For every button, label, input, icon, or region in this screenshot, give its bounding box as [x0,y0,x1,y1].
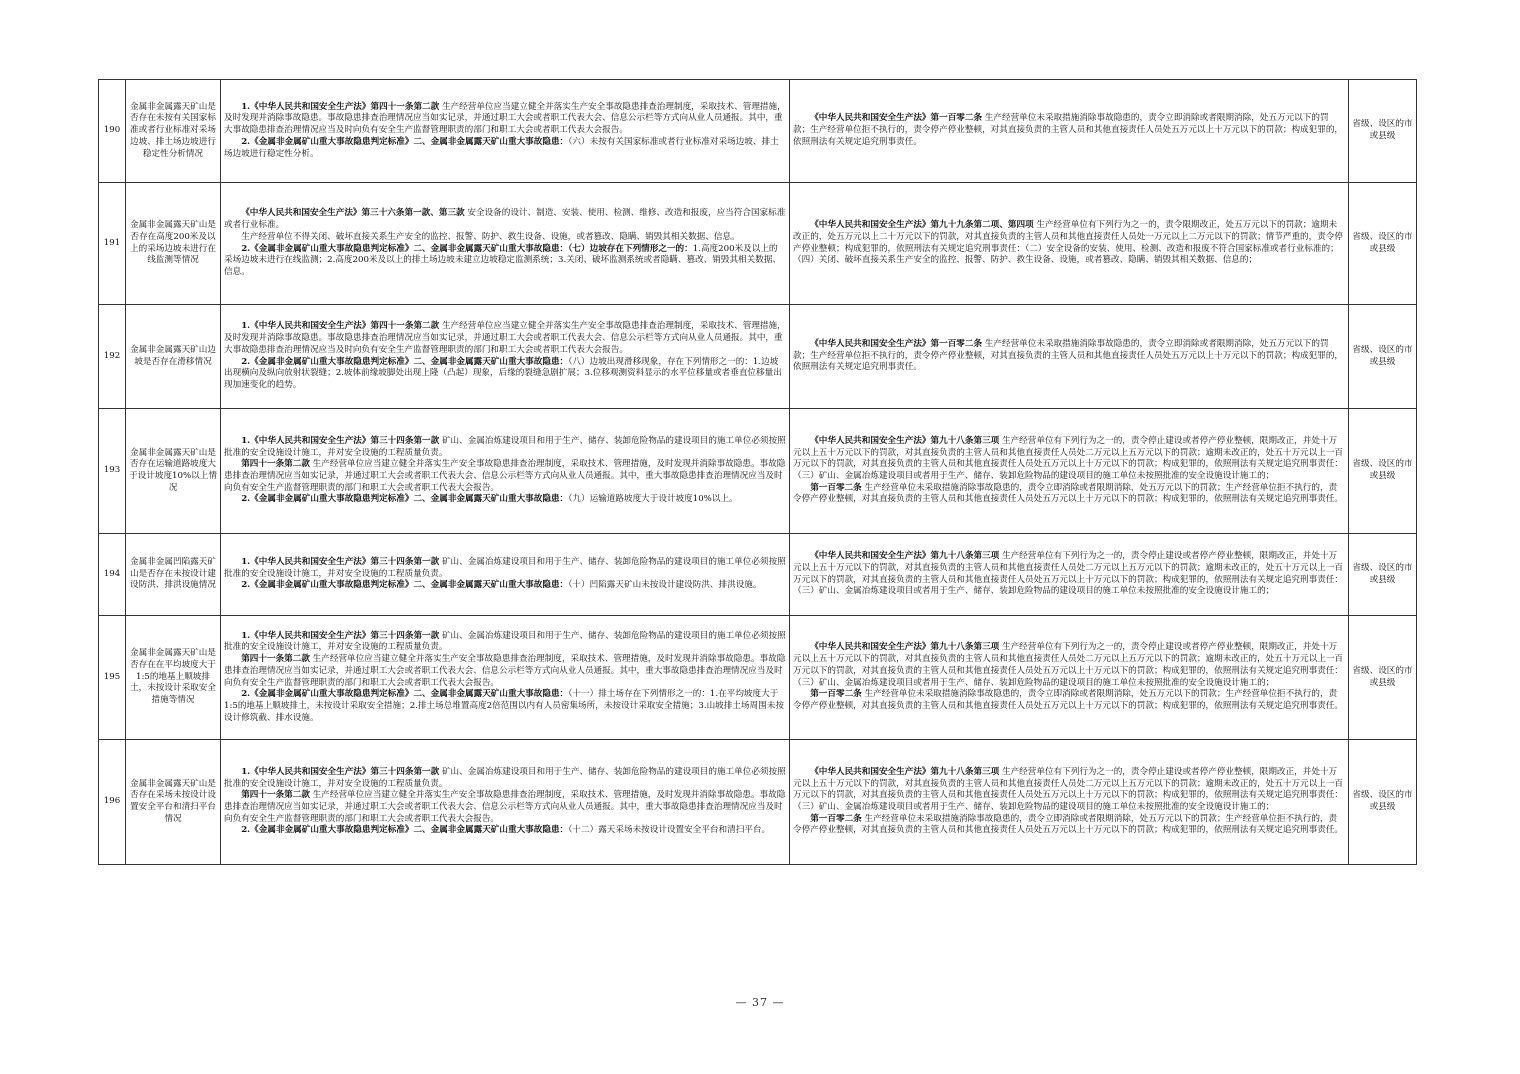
basis-paragraph [224,557,786,580]
law-citation: 第四十一条第二款 [241,459,310,470]
basis-paragraph [224,232,786,244]
provision-text: 生产经营单位不得关闭、破坏直接关系生产安全的监控、报警、防护、救生设备、设施，或者篡改、隐瞒、销毁其相关数据、信息。 [241,231,740,242]
check-item: 金属非金属露天矿山是否存在高度200米及以上的采场边坡未进行在线监测等情况 [126,183,221,305]
regulation-table-body [99,80,1417,865]
penalty-basis [790,409,1349,534]
law-citation: 《中华人民共和国安全生产法》第九十八条第三项 [810,435,1000,446]
law-citation: 第一百零二条 [810,482,862,493]
table-row [99,616,1417,740]
legal-basis [221,740,790,865]
provision-text: 生产经营单位应当建立健全并落实生产安全事故隐患排查治理制度，采取技术、管理措施，及时发现并消除事故隐患。事故隐患排查治理情况应当如实记录，并通过职工大会或者职工代表大会、信息公示栏等方式向从业人员通报。其中，重大事故隐患排查治理情况应当及时向负有安全生产监督管理职责的部门和职工大会或者职工代表大会报告。 [224,321,786,355]
penalty-basis [790,305,1349,409]
provision-text: 生产经营单位应当建立健全并落实生产安全事故隐患排查治理制度，采取技术、管理措施，及时发现并消除事故隐患。事故隐患排查治理情况应当如实记录，并通过职工大会或者职工代表大会、信息公示栏等方式向从业人员通报。其中，重大事故隐患排查治理情况应当及时向负有安全生产监督管理职责的部门和职工大会或者职工代表大会报告。 [224,101,786,136]
penalty-basis [790,80,1349,183]
law-citation: 2.《金属非金属矿山重大事故隐患判定标准》二、金属非金属露天矿山重大事故隐患： [241,825,569,836]
basis-paragraph [224,244,786,279]
basis-paragraph [224,825,786,837]
enforcement-level: 省级、设区的市或县级 [1349,183,1417,305]
law-citation: 2.《金属非金属矿山重大事故隐患判定标准》二、金属非金属露天矿山重大事故隐患： [241,356,569,367]
law-citation: 1.《中华人民共和国安全生产法》第四十一条第二款 [241,321,440,332]
row-number: 193 [99,409,126,534]
provision-text: 生产经营单位有下列行为之一的，责令限期改正，处五万元以下的罚款；逾期未改正的，处五万元以上二十万元以下的罚款，对其直接负责的主管人员和其他直接责任人员处一万元以上二万元以下的罚款；情节严重的，责令停产停业整顿；构成犯罪的，依照刑法有关规定追究刑事责任：（二）安全设备的安装、使用、检测、改造和报废不符合国家标准或者行业标准的；（四）关闭、破坏直接关系生产安全的监控、报警、防护、救生设备、设施，或者篡改、隐瞒、销毁其相关数据、信息的； [793,220,1344,266]
basis-paragraph [224,689,786,724]
penalty-basis [790,616,1349,740]
provision-text: 1.高度200米及以上的采场边坡未进行在线监测；2.高度200米及以上的排土场边坡未建立边坡稳定监测系统；3.关闭、破坏监测系统或者隐瞒、篡改、销毁其相关数据、信息。 [224,243,782,277]
row-number: 191 [99,183,126,305]
table-row [99,183,1417,305]
law-citation: 《中华人民共和国安全生产法》第九十九条第二项、第四项 [810,220,1034,231]
provision-text: （九）运输道路坡度大于设计坡度10%以上。 [568,494,738,505]
provision-text: 生产经营单位未采取措施消除事故隐患的，责令立即消除或者限期消除，处五万元以下的罚款；生产经营单位拒不执行的，责令停产停业整顿，对其直接负责的主管人员和其他直接责任人员处五万元以上十万元以下的罚款；构成犯罪的，依照刑法有关规定追究刑事责任。 [793,113,1344,147]
page-number: — 37 — [735,996,785,1009]
provision-text: 生产经营单位未采取措施消除事故隐患的，责令立即消除或者限期消除，处五万元以下的罚款；生产经营单位拒不执行的，责令停产停业整顿，对其直接负责的主管人员和其他直接责任人员处五万元以上十万元以下的罚款；构成犯罪的，依照刑法有关规定追究刑事责任。 [793,338,1344,373]
penalty-basis [790,183,1349,305]
check-item: 金属非金属露天矿山是否存在运输道路坡度大于设计坡度10%以上情况 [126,409,221,534]
table-row [99,305,1417,409]
penalty-paragraph [793,642,1345,689]
law-citation: 2.《金属非金属矿山重大事故隐患判定标准》二、金属非金属露天矿山重大事故隐患： [241,580,569,591]
legal-basis [221,80,790,183]
enforcement-level: 省级、设区的市或县级 [1349,305,1417,409]
penalty-basis [790,534,1349,616]
legal-basis [221,183,790,305]
legal-basis [221,409,790,534]
basis-paragraph [224,654,786,689]
provision-text: （十一）排土场存在下列情形之一的：1.在平均坡度大于1:5的地基上顺坡排土，未按设计采取安全措施；2.排土场总堆置高度2倍范围以内有人员密集场所，未按设计采取安全措施；3.山坡排土场周围未按设计修筑截、排水设施。 [224,689,784,723]
penalty-basis [790,740,1349,865]
provision-text: 安全设备的设计、制造、安装、使用、检测、维修、改造和报废，应当符合国家标准或者行业标准。 [224,208,786,231]
row-number: 194 [99,534,126,616]
check-item: 金属非金属凹陷露天矿山是否存在未按设计建设防洪、排洪设施情况 [126,534,221,616]
basis-paragraph [224,102,786,137]
row-number: 190 [99,80,126,183]
basis-paragraph [224,436,786,459]
basis-paragraph [224,208,786,231]
enforcement-level: 省级、设区的市或县级 [1349,616,1417,740]
penalty-paragraph [793,483,1345,506]
provision-text: （六）未按有关国家标准或者行业标准对采场边坡、排土场边坡进行稳定性分析。 [224,136,779,159]
check-item: 金属非金属露天矿山是否存在采场未按设计设置安全平台和清扫平台情况 [126,740,221,865]
table-row [99,409,1417,534]
enforcement-level: 省级、设区的市或县级 [1349,409,1417,534]
penalty-paragraph [793,436,1345,483]
provision-text: 生产经营单位应当建立健全并落实生产安全事故隐患排查治理制度，采取技术、管理措施，及时发现并消除事故隐患。事故隐患排查治理情况应当如实记录，并通过职工大会或者职工代表大会、信息公示栏等方式向从业人员通报。其中，重大事故隐患排查治理情况应当及时向负有安全生产监督管理职责的部门和职工大会或者职工代表大会报告。 [224,654,786,688]
penalty-paragraph [793,689,1345,712]
basis-paragraph [224,767,786,790]
law-citation: 2.《金属非金属矿山重大事故隐患判定标准》二、金属非金属露天矿山重大事故隐患： [241,689,569,700]
basis-paragraph [224,357,786,392]
basis-paragraph [224,459,786,494]
law-citation: 2.《金属非金属矿山重大事故隐患判定标准》二、金属非金属露天矿山重大事故隐患： [241,494,569,505]
provision-text: 生产经营单位应当建立健全并落实生产安全事故隐患排查治理制度，采取技术、管理措施，及时发现并消除事故隐患。事故隐患排查治理情况应当如实记录，并通过职工大会或者职工代表大会、信息公示栏等方式向从业人员通报。其中，重大事故隐患排查治理情况应当及时向负有安全生产监督管理职责的部门和职工大会或者职工代表大会报告。 [224,459,786,493]
penalty-paragraph [793,551,1345,598]
law-citation: 1.《中华人民共和国安全生产法》第三十四条第一款 [241,630,440,641]
basis-paragraph [224,580,786,592]
provision-text: （八）边坡出现滑移现象，存在下列情形之一的：1.边坡出现横向及纵向放射状裂缝；2.坡体前缘坡脚处出现上隆（凸起）现象，后缘的裂缝急剧扩展；3.位移观测资料显示的水平位移量或者垂直位移量出现加速变化的趋势。 [224,356,782,390]
regulation-table [98,79,1417,865]
table-row [99,740,1417,865]
penalty-paragraph [793,113,1345,148]
row-number: 196 [99,740,126,865]
law-citation: 1.《中华人民共和国安全生产法》第三十四条第一款 [241,766,440,777]
law-citation: 1.《中华人民共和国安全生产法》第三十四条第一款 [241,556,440,567]
law-citation: 2.《金属非金属矿山重大事故隐患判定标准》二、金属非金属露天矿山重大事故隐患：（七）边坡存在下列情形之一的： [241,243,693,254]
provision-text: 矿山、金属冶炼建设项目和用于生产、储存、装卸危险物品的建设项目的施工单位必须按照批准的安全设施设计施工，并对安全设施的工程质量负责。 [224,435,786,458]
law-citation: 《中华人民共和国安全生产法》第一百零二条 [810,113,983,124]
provision-text: 生产经营单位有下列行为之一的，责令停止建设或者停产停业整顿，限期改正，并处十万元以上五十万元以下的罚款，对其直接负责的主管人员和其他直接责任人员处二万元以上五万元以下的罚款；逾期未改正的，处五十万元以上一百万元以下的罚款，对其直接负责的主管人员和其他直接责任人员处五万元以上十万元以下的罚款；构成犯罪的，依照刑法有关规定追究刑事责任：（三）矿山、金属冶炼建设项目或者用于生产、储存、装卸危险物品的建设项目的施工单位未按照批准的安全设施设计施工的； [793,642,1344,688]
penalty-paragraph [793,814,1345,837]
law-citation: 第四十一条第二款 [241,654,310,665]
provision-text: 矿山、金属冶炼建设项目和用于生产、储存、装卸危险物品的建设项目的施工单位必须按照批准的安全设施设计施工，并对安全设施的工程质量负责。 [224,630,786,653]
basis-paragraph [224,321,786,356]
check-item: 金属非金属露天矿山边坡是否存在滑移情况 [126,305,221,409]
provision-text: 生产经营单位应当建立健全并落实生产安全事故隐患排查治理制度，采取技术、管理措施，及时发现并消除事故隐患。事故隐患排查治理情况应当如实记录，并通过职工大会或者职工代表大会、信息公示栏等方式向从业人员通报。其中，重大事故隐患排查治理情况应当及时向负有安全生产监督管理职责的部门和职工大会或者职工代表大会报告。 [224,790,786,824]
penalty-paragraph [793,339,1345,374]
penalty-paragraph [793,220,1345,267]
legal-basis [221,534,790,616]
provision-text: （十二）露天采场未按设计设置安全平台和清扫平台。 [568,825,771,836]
penalty-paragraph [793,767,1345,814]
table-row [99,80,1417,183]
row-number: 195 [99,616,126,740]
provision-text: 矿山、金属冶炼建设项目和用于生产、储存、装卸危险物品的建设项目的施工单位必须按照批准的安全设施设计施工，并对安全设施的工程质量负责。 [224,556,786,579]
check-item: 金属非金属露天矿山是否存在在平均坡度大于1:5的地基上顺坡排土，未按设计采取安全措施等情况 [126,616,221,740]
law-citation: 《中华人民共和国安全生产法》第九十八条第三项 [810,642,1000,653]
law-citation: 第一百零二条 [810,689,862,700]
row-number: 192 [99,305,126,409]
law-citation: 1.《中华人民共和国安全生产法》第四十一条第二款 [241,101,440,112]
table-row [99,534,1417,616]
provision-text: 生产经营单位有下列行为之一的，责令停止建设或者停产停业整顿，限期改正，并处十万元以上五十万元以下的罚款，对其直接负责的主管人员和其他直接责任人员处二万元以上五万元以下的罚款；逾期未改正的，处五十万元以上一百万元以下的罚款，对其直接负责的主管人员和其他直接责任人员处五万元以上十万元以下的罚款；构成犯罪的，依照刑法有关规定追究刑事责任：（三）矿山、金属冶炼建设项目或者用于生产、储存、装卸危险物品的建设项目的施工单位未按照批准的安全设施设计施工的； [793,766,1344,812]
law-citation: 第四十一条第二款 [241,790,310,801]
legal-basis [221,305,790,409]
law-citation: 《中华人民共和国安全生产法》第一百零二条 [810,338,983,349]
law-citation: 《中华人民共和国安全生产法》第三十六条第一款、第三款 [241,208,465,219]
provision-text: 生产经营单位有下列行为之一的，责令停止建设或者停产停业整顿，限期改正，并处十万元以上五十万元以下的罚款，对其直接负责的主管人员和其他直接责任人员处二万元以上五万元以下的罚款；逾期未改正的，处五十万元以上一百万元以下的罚款，对其直接负责的主管人员和其他直接责任人员处五万元以上十万元以下的罚款；构成犯罪的，依照刑法有关规定追究刑事责任：（三）矿山、金属冶炼建设项目或者用于生产、储存、装卸危险物品的建设项目的施工单位未按照批准的安全设施设计施工的； [793,435,1344,481]
provision-text: （十）凹陷露天矿山未按设计建设防洪、排洪设施。 [568,580,762,591]
law-citation: 1.《中华人民共和国安全生产法》第三十四条第一款 [241,435,440,446]
law-citation: 第一百零二条 [810,813,862,824]
law-citation: 《中华人民共和国安全生产法》第九十八条第三项 [810,766,1000,777]
provision-text: 生产经营单位未采取措施消除事故隐患的，责令立即消除或者限期消除，处五万元以下的罚款；生产经营单位拒不执行的，责令停产停业整顿，对其直接负责的主管人员和其他直接责任人员处五万元以上十万元以下的罚款；构成犯罪的，依照刑法有关规定追究刑事责任。 [793,482,1344,505]
provision-text: 生产经营单位有下列行为之一的，责令停止建设或者停产停业整顿，限期改正，并处十万元以上五十万元以下的罚款，对其直接负责的主管人员和其他直接责任人员处二万元以上五万元以下的罚款；逾期未改正的，处五十万元以上一百万元以下的罚款，对其直接负责的主管人员和其他直接责任人员处五万元以上十万元以下的罚款；构成犯罪的，依照刑法有关规定追究刑事责任：（三）矿山、金属冶炼建设项目或者用于生产、储存、装卸危险物品的建设项目的施工单位未按照批准的安全设施设计施工的； [793,551,1344,597]
provision-text: 生产经营单位未采取措施消除事故隐患的，责令立即消除或者限期消除，处五万元以下的罚款；生产经营单位拒不执行的，责令停产停业整顿，对其直接负责的主管人员和其他直接责任人员处五万元以上十万元以下的罚款；构成犯罪的，依照刑法有关规定追究刑事责任。 [793,689,1344,711]
provision-text: 矿山、金属冶炼建设项目和用于生产、储存、装卸危险物品的建设项目的施工单位必须按照批准的安全设施设计施工，并对安全设施的工程质量负责。 [224,766,786,789]
enforcement-level: 省级、设区的市或县级 [1349,80,1417,183]
law-citation: 2.《金属非金属矿山重大事故隐患判定标准》二、金属非金属露天矿山重大事故隐患： [241,136,569,147]
enforcement-level: 省级、设区的市或县级 [1349,534,1417,616]
basis-paragraph [224,494,786,506]
legal-basis [221,616,790,740]
basis-paragraph [224,631,786,654]
law-citation: 《中华人民共和国安全生产法》第九十八条第三项 [810,551,1000,562]
check-item: 金属非金属露天矿山是否存在未按有关国家标准或者行业标准对采场边坡、排土场边坡进行稳定性分析情况 [126,80,221,183]
enforcement-level: 省级、设区的市或县级 [1349,740,1417,865]
basis-paragraph [224,137,786,160]
basis-paragraph [224,790,786,825]
provision-text: 生产经营单位未采取措施消除事故隐患的，责令立即消除或者限期消除，处五万元以下的罚款；生产经营单位拒不执行的，责令停产停业整顿，对其直接负责的主管人员和其他直接责任人员处五万元以上十万元以下的罚款；构成犯罪的，依照刑法有关规定追究刑事责任。 [793,813,1344,836]
